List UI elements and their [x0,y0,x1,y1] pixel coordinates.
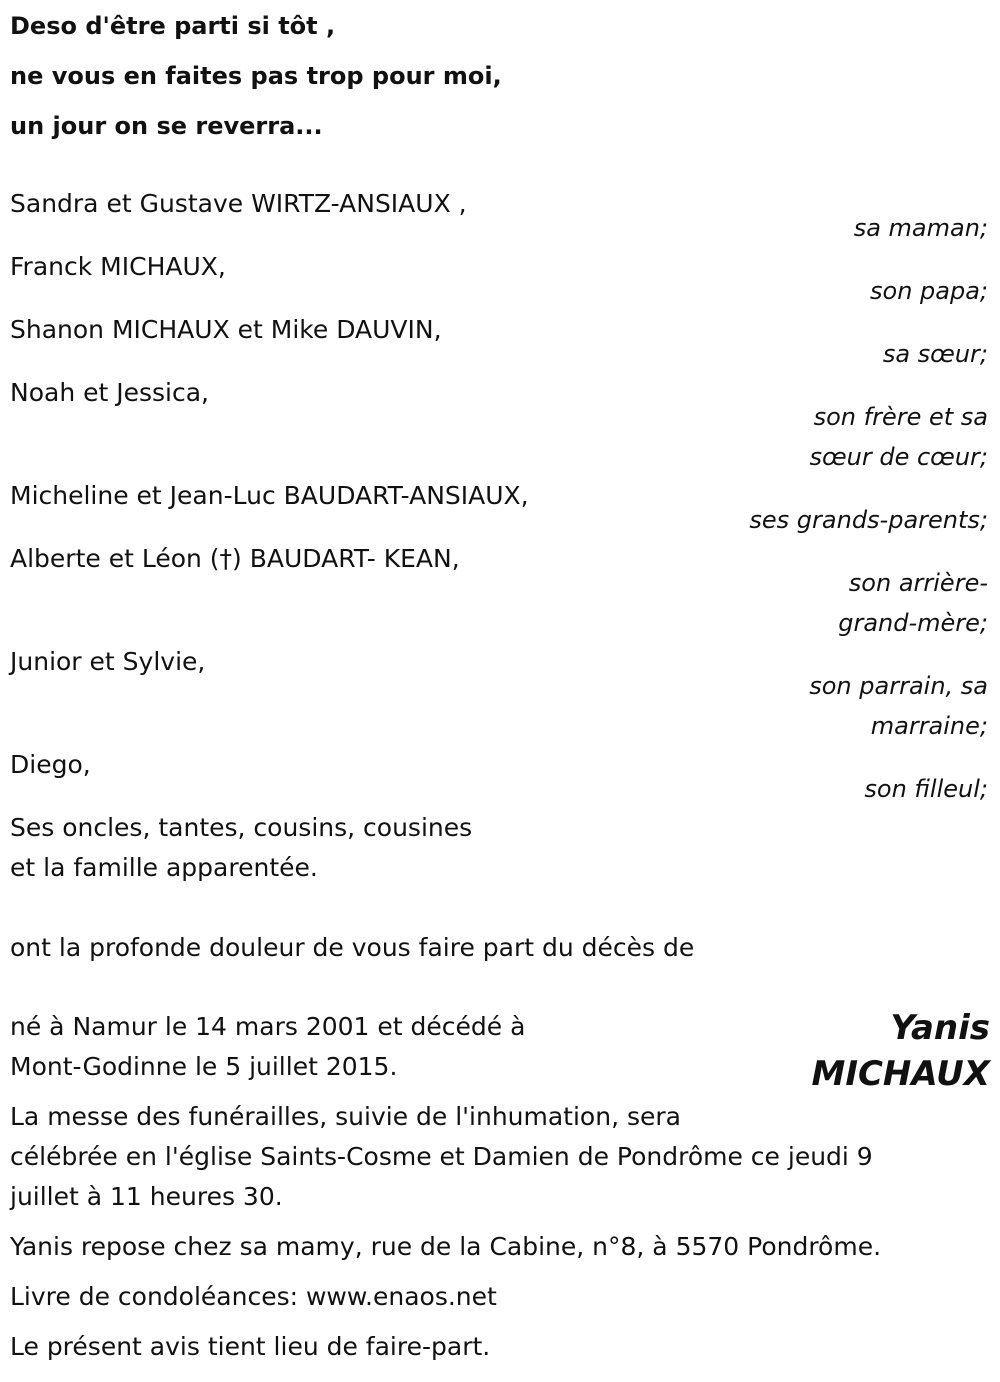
family-role-5: ses grands-parents; [749,506,988,534]
extended-family-line-2: et la famille apparentée. [10,853,318,882]
family-name-3: Shanon MICHAUX et Mike DAUVIN, [10,315,442,344]
family-role-8: son filleul; [864,775,988,803]
family-role-7a: son parrain, sa [809,672,988,700]
family-role-7b: marraine; [870,712,988,740]
rest-location: Yanis repose chez sa mamy, rue de la Cabine, n°8, à 5570 Pondrôme. [10,1232,882,1261]
condolences-link: Livre de condoléances: www.enaos.net [10,1282,497,1311]
family-name-2: Franck MICHAUX, [10,252,226,281]
family-name-7: Junior et Sylvie, [10,647,206,676]
poem-line-3: un jour on se reverra... [10,112,323,140]
family-name-1: Sandra et Gustave WIRTZ-ANSIAUX , [10,189,467,218]
family-role-6a: son arrière- [848,569,988,597]
family-name-6: Alberte et Léon (†) BAUDART- KEAN, [10,544,460,573]
funeral-line-2: célébrée en l'église Saints-Cosme et Damien de Pondrôme ce jeudi 9 [10,1142,873,1171]
family-role-3: sa sœur; [882,340,988,368]
family-name-8: Diego, [10,750,91,779]
deceased-last-name: MICHAUX [811,1054,990,1094]
family-role-1: sa maman; [853,214,988,242]
announcement: ont la profonde douleur de vous faire part du décès de [10,933,695,962]
deceased-first-name: Yanis [890,1008,990,1048]
poem-line-2: ne vous en faites pas trop pour moi, [10,62,502,90]
funeral-line-1: La messe des funérailles, suivie de l'inhumation, sera [10,1102,681,1131]
family-role-2: son papa; [870,277,988,305]
family-role-4a: son frère et sa [813,403,988,431]
notice: Le présent avis tient lieu de faire-part. [10,1332,491,1361]
birth-death-line-2: Mont-Godinne le 5 juillet 2015. [10,1052,398,1081]
family-name-5: Micheline et Jean-Luc BAUDART-ANSIAUX, [10,481,529,510]
family-name-4: Noah et Jessica, [10,378,209,407]
family-role-6b: grand-mère; [838,609,988,637]
funeral-line-3: juillet à 11 heures 30. [10,1182,283,1211]
family-role-4b: sœur de cœur; [809,443,988,471]
poem-line-1: Deso d'être parti si tôt , [10,12,336,40]
birth-death-line-1: né à Namur le 14 mars 2001 et décédé à [10,1012,526,1041]
extended-family-line-1: Ses oncles, tantes, cousins, cousines [10,813,473,842]
